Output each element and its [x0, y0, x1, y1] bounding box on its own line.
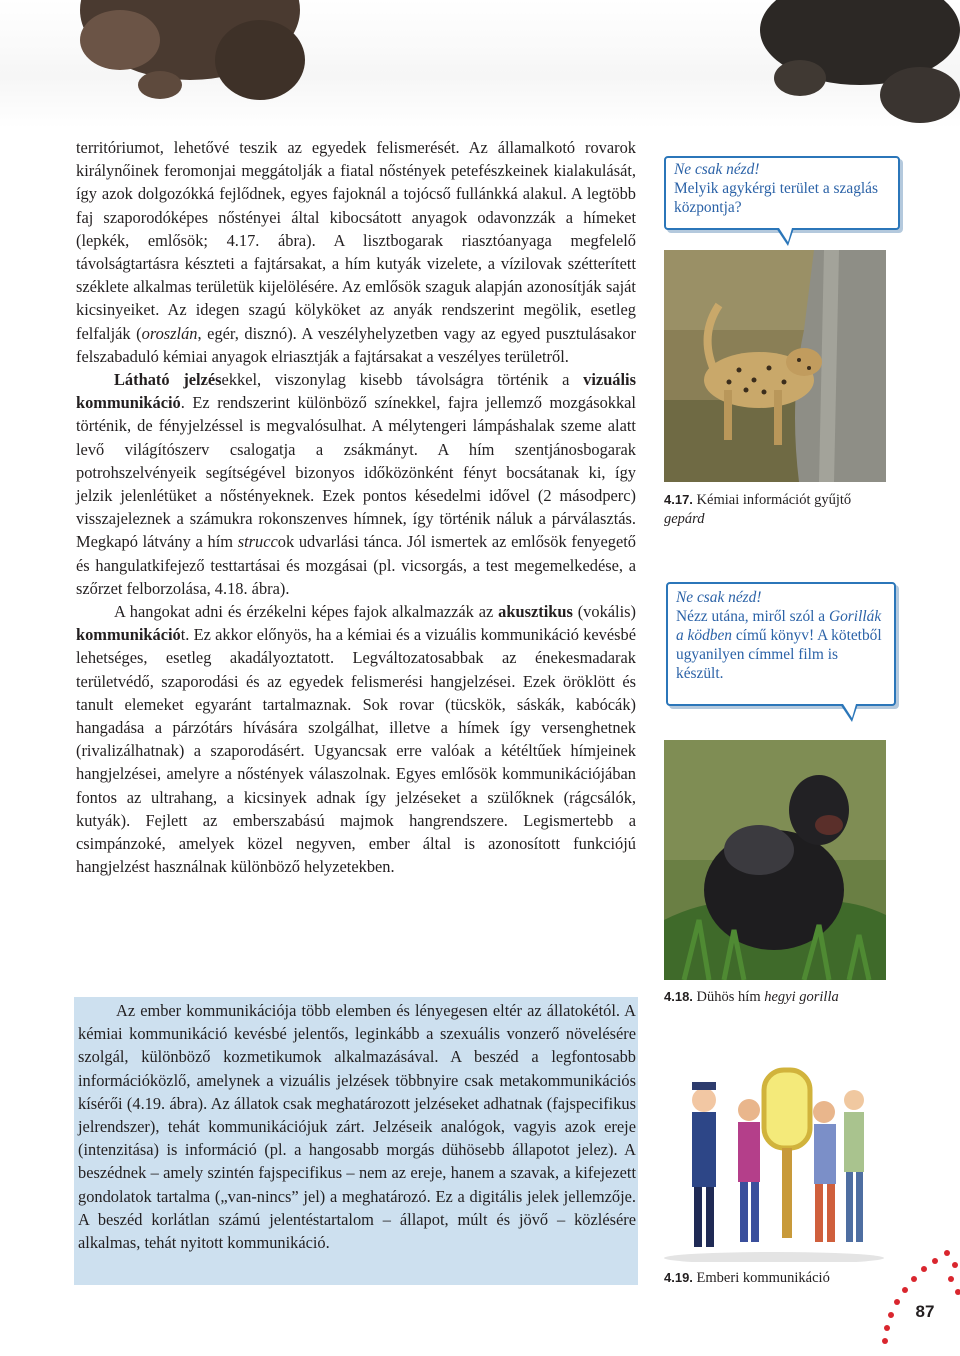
caption-text: Dühös hím: [696, 989, 765, 1005]
text-run: ekkel, viszonylag kisebb távolságra történik a: [221, 370, 584, 390]
decorative-dot: [932, 1258, 938, 1264]
bubble-heading: Ne csak nézd!: [676, 589, 762, 606]
decorative-dot: [888, 1312, 894, 1318]
page-number: 87: [915, 1302, 935, 1321]
bold-term: akusztikus: [498, 602, 573, 622]
paragraph-visual: [76, 368, 636, 600]
figure-caption-4-17: [664, 490, 890, 529]
paragraph-chemical: [76, 136, 636, 368]
main-text-column: [76, 136, 636, 879]
decorative-dot: [902, 1287, 908, 1293]
bubble-heading: Ne csak nézd!: [674, 161, 760, 178]
text-run: című könyv! A kötetből ugyanilyen címmel film is készült.: [676, 627, 882, 682]
question-bubble-2: [666, 582, 896, 706]
text-run: ok udvarlási tánca. Jól ismertek az emlősök fenyegető és hangulatkifejező testtartásai és mozgásai (pl. vicsorgás, a test megemelkedése, a szőrzet felborzolása, 4.18. ábra).: [76, 532, 636, 598]
italic-term: Gorillák a ködben: [676, 608, 882, 644]
text-run: (vokális): [572, 602, 636, 622]
bold-term: vizuális kommunikáció: [76, 370, 636, 413]
decorative-dot: [955, 1289, 960, 1295]
decorative-dot: [882, 1338, 888, 1344]
text-run: territóriumot, lehetővé teszik az egyedek felismerését. Az államalkotó rovarok királynőinek feromonjai meggátolják a fiatal nőstények petefészkeinek kialakulását, így azok dolgozókká fejlődnek, egyes fajoknál a tojócső fullánkká alakul. A legtöbb faj szaporodóképes nőstényei által kibocsátott anyagok odavonzzák a hímeket (lepkék, emlősök; 4.17. ábra). A lisztbogarak riasztóanyaga megfelelő távolságtartásra készteti a fajtársakat, a hím kutyák vizelete, a vízilovak szétterített széklete alkalmas területük kijelölésére. Az emlősök szaguk alapján azonosítják saját kicsinyeiket. Az idegen szagú kölyköket az anyák rendszerint megölik, esetleg felfalják (: [76, 138, 636, 343]
top-banner-photo: [0, 0, 960, 128]
caption-text: Emberi kommunikáció: [696, 1270, 830, 1286]
text-run: A hangokat adni és érzékelni képes fajok alkalmazzák az: [114, 602, 499, 622]
text-run: , egér, disznó). A veszélyhelyzetben vagy az egyed pusztulásakor felszabaduló kémiai anyagok elriasztják a fajtársakat a veszélyes területről.: [76, 323, 637, 366]
italic-term: strucc: [237, 532, 278, 552]
caption-species: hegyi gorilla: [764, 989, 839, 1005]
caption-text: Kémiai információt gyűjtő: [696, 492, 852, 508]
italic-term: oroszlán: [141, 323, 198, 343]
bold-term: kommunikáció: [76, 625, 181, 645]
text-run: Nézz utána, miről szól a: [676, 608, 829, 625]
bubble-question: [676, 607, 886, 683]
bubble-question: Melyik agykérgi terület a szaglás központja?: [674, 180, 879, 216]
decorative-dot: [911, 1276, 917, 1282]
paragraph-acoustic: [76, 600, 636, 878]
decorative-dot: [894, 1299, 900, 1305]
decorative-dot: [884, 1325, 890, 1331]
gorilla-photo: [664, 740, 886, 980]
paragraph-human-communication: Az ember kommunikációja több elemben és lényegesen eltér az állatokétól. A kémiai kommunikáció kevésbé jelentős, leginkább a szexuális vonzerő növelésére szolgál, különböző kozmetikumok alkalmazásával. A beszéd a legfontosabb információközlő, amelynek a vizuális jelzések többnyire csak metakommunikációs kísérői (4.19. ábra). Az állatok csak meghatározott jelzéseket adhatnak (fajspecifikus jelrendszer), tehát kommunikációjuk zárt. Jelzéseik analógok, vagyis azok ereje (intenzitása) is információ (pl. a hangosabb morgás dühösebb állapotot jelez). A beszédnek – amely szintén fajspecifikus – nem az ereje, hanem a szavak, a kifejezett gondolatok tartalma („van-nincs” jel) a meghatározó. Ez a digitális jelek jellemzője. A beszéd korlátlan számú jelentéstartalom – állapot, múlt és jövő – közlésére alkalmas, tehát nyitott kommunikáció.: [78, 1001, 636, 1253]
cheetah-photo: [664, 250, 886, 482]
decorative-dot: [952, 1262, 958, 1268]
highlight-box-text: [78, 999, 636, 1254]
figure-number: 4.17.: [664, 492, 693, 507]
decorative-dot: [944, 1250, 950, 1256]
question-bubble-1: [664, 156, 900, 230]
figure-number: 4.18.: [664, 989, 693, 1004]
decorative-dot: [948, 1276, 954, 1282]
figure-number: 4.19.: [664, 1270, 693, 1285]
bold-term: Látható jelzés: [114, 370, 222, 390]
human-communication-cartoon: [664, 1040, 886, 1262]
text-run: t. Ez akkor előnyös, ha a kémiai és a vizuális kommunikáció kevésbé lehetséges, esetleg akadályoztatott. Legváltozatosabbak az énekesmadarak területvédő, szaporodási és az egyedek felismerési hangjelzései. Ezek öröklött és tanult elemeket egyaránt tartalmaznak. Sok rovar (tücskök, sáskák, kabócák) hangadása a párzótárs hívására szolgálhat, illetve a hímek így versenghetnek (rivalizálhatnak) a szaporodásért. Ugyancsak erre valóak a kétéltűek hímjeinek hangjelzései, amelyre a nőstények válaszolnak. Egyes emlősök kommunikációjában fontos az ultrahang, a kicsinyek adnak így jelzéseket a szülőknek (rágcsálók, kutyák). Fejlett az emberszabású majmok hangrendszere. Legismertebb a csimpánzoké, amelyek közel negyven, ember által is azonosított funkciójú hangjelzést használnak különböző helyzetekben.: [76, 625, 636, 877]
caption-species: gepárd: [664, 511, 705, 527]
text-run: . Ez rendszerint különböző színekkel, fajra jellemző mozgásokkal történik, de fényjelzéssel is megvalósulhat. A mélytengeri lámpáshalak szeme alatt levő világítószerv csalogatja a zsákmányt. A hím szentjánosbogarak potrohszelvényeik segítségével bizonyos időközönként fényt bocsátanak ki, így jelzik jelenlétüket a nőstényeknek. Ezek pontos késedelmi idővel (2 másodperc) visszajeleznek a számukra rokonszenves hímnek, így történik náluk a párválasztás. Megkapó látvány a hím: [76, 393, 636, 552]
decorative-dot: [921, 1266, 927, 1272]
figure-caption-4-18: [664, 987, 890, 1007]
figure-caption-4-19: [664, 1268, 890, 1288]
